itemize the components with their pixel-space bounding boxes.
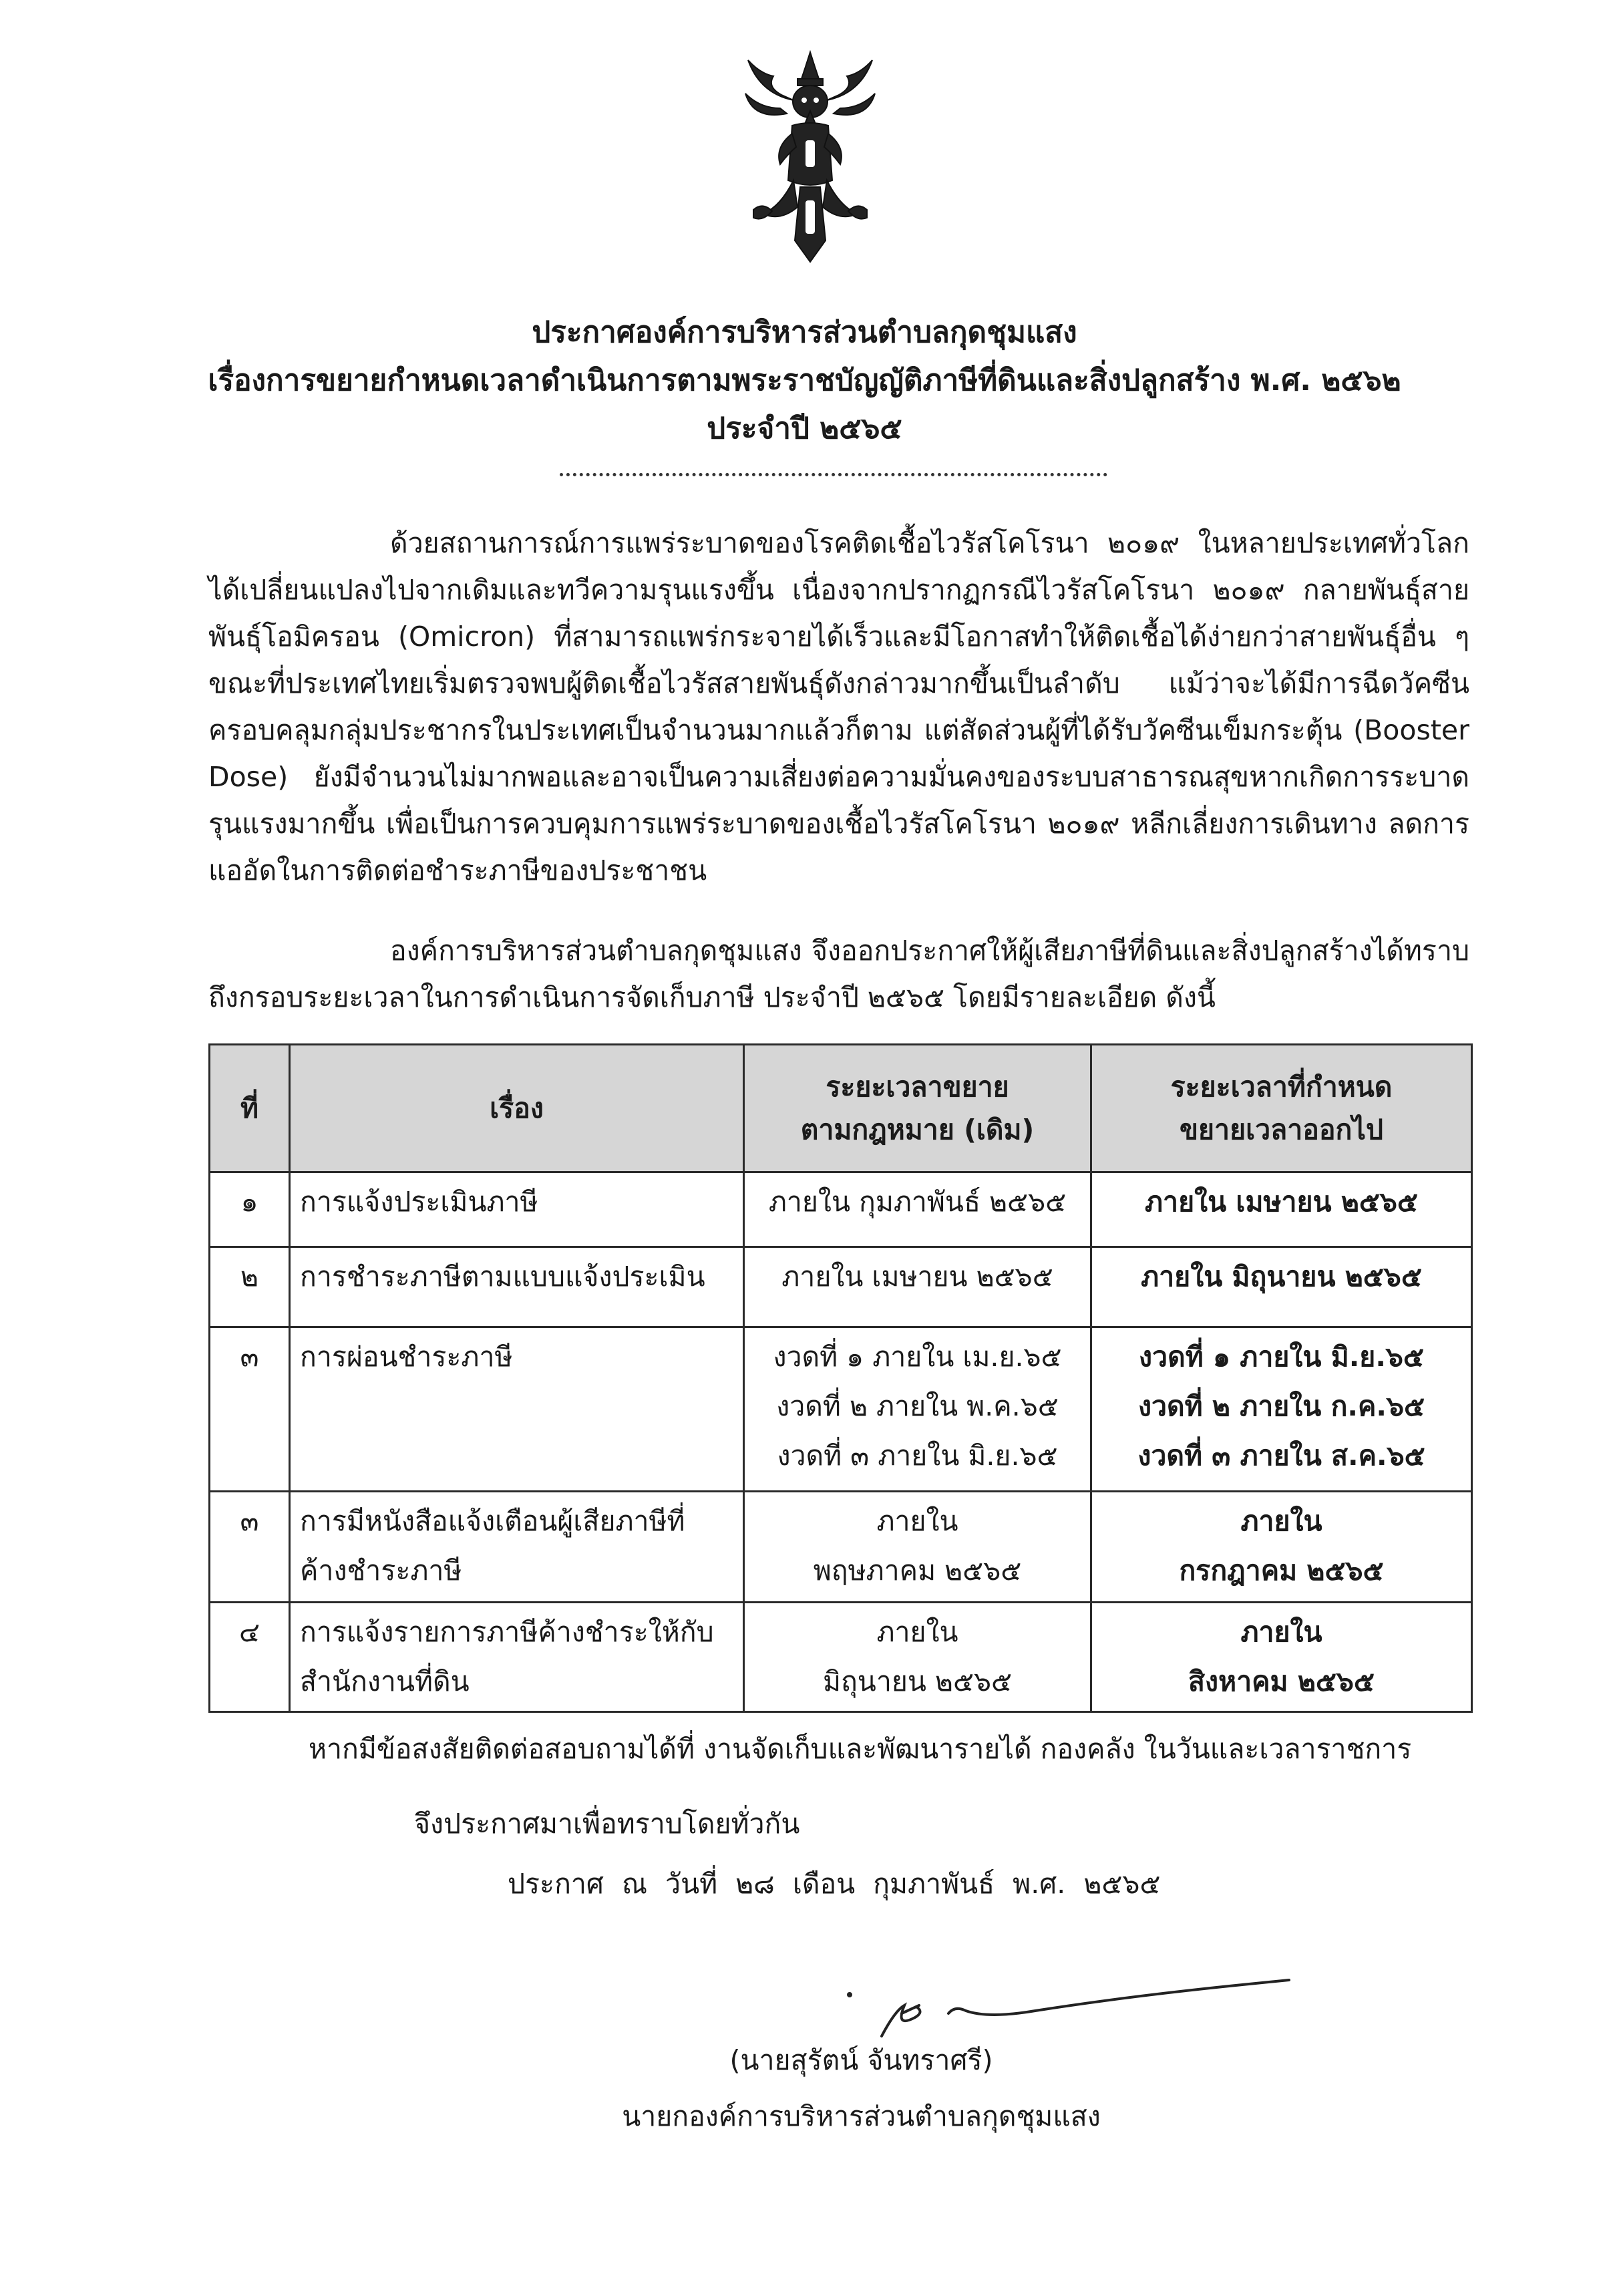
header-original — [744, 1045, 1091, 1172]
row-original-line: ภายใน — [876, 1616, 958, 1648]
row-no: ๑ — [210, 1172, 290, 1247]
signatory-position: นายกองค์การบริหารส่วนตำบลกุดชุมแสง — [622, 2100, 1101, 2132]
row-original-line: ภายใน — [876, 1505, 958, 1537]
row-subject-line: การมีหนังสือแจ้งเตือนผู้เสียภาษีที่ — [300, 1505, 685, 1537]
row-original-deadline — [744, 1172, 1091, 1247]
table-row — [210, 1492, 1472, 1603]
row-subject-line: ค้างชำระภาษี — [300, 1554, 462, 1587]
row-subject-line: การผ่อนชำระภาษี — [300, 1341, 513, 1373]
row-extended-line: งวดที่ ๒ ภายใน ก.ค.๖๕ — [1137, 1390, 1425, 1422]
row-original-deadline — [744, 1603, 1091, 1712]
row-subject-line: การชำระภาษีตามแบบแจ้งประเมิน — [300, 1261, 705, 1293]
row-subject — [290, 1603, 744, 1712]
row-extended-deadline — [1091, 1172, 1472, 1247]
row-original-deadline — [744, 1492, 1091, 1603]
table-row — [210, 1172, 1472, 1247]
header-original-line: ตามกฎหมาย (เดิม) — [800, 1114, 1035, 1146]
row-extended-line: ภายใน — [1240, 1616, 1322, 1648]
row-extended-deadline — [1091, 1327, 1472, 1492]
header-no: ที่ — [210, 1045, 290, 1172]
row-original-deadline — [744, 1247, 1091, 1327]
schedule-table — [208, 1043, 1473, 1713]
row-extended-deadline — [1091, 1603, 1472, 1712]
handwritten-signature — [835, 1964, 1316, 2044]
row-extended-line: สิงหาคม ๒๕๖๕ — [1188, 1665, 1375, 1697]
table-row — [210, 1247, 1472, 1327]
row-extended-line: กรกฎาคม ๒๕๖๕ — [1179, 1554, 1384, 1587]
row-subject-line: การแจ้งประเมินภาษี — [300, 1186, 538, 1218]
row-original-line: มิถุนายน ๒๕๖๕ — [822, 1665, 1013, 1697]
paragraph-background — [208, 520, 1469, 894]
row-original-line: ภายใน กุมภาพันธ์ ๒๕๖๕ — [768, 1186, 1067, 1218]
header-extended — [1091, 1045, 1472, 1172]
row-extended-deadline — [1091, 1492, 1472, 1603]
row-subject — [290, 1172, 744, 1247]
row-original-deadline — [744, 1327, 1091, 1492]
row-original-line: งวดที่ ๑ ภายใน เม.ย.๖๕ — [773, 1341, 1062, 1373]
row-subject — [290, 1327, 744, 1492]
garuda-emblem-icon — [740, 47, 880, 267]
title-line-organization: ประกาศองค์การบริหารส่วนตำบลกุดชุมแสง — [532, 315, 1077, 349]
paragraph-intro-text: องค์การบริหารส่วนตำบลกุดชุมแสง จึงออกประกาศให้ผู้เสียภาษีที่ดินและสิ่งปลูกสร้างได้ทราบถึงกรอบระยะเวลาในการดำเนินการจัดเก็บภาษี ประจำปี ๒๕๖๕ โดยมีรายละเอียด ดังนี้ — [208, 935, 1469, 1013]
row-subject — [290, 1247, 744, 1327]
announcement-date: ประกาศ ณ วันที่ ๒๘ เดือน กุมภาพันธ์ พ.ศ. ๒๕๖๕ — [508, 1868, 1161, 1900]
announce-statement: จึงประกาศมาเพื่อทราบโดยทั่วกัน — [414, 1808, 800, 1840]
header-extended-line: ขยายเวลาออกไป — [1180, 1114, 1383, 1146]
row-extended-deadline — [1091, 1247, 1472, 1327]
row-no: ๓ — [210, 1327, 290, 1492]
title-line-subject: เรื่องการขยายกำหนดเวลาดำเนินการตามพระราชบัญญัติภาษีที่ดินและสิ่งปลูกสร้าง พ.ศ. ๒๕๖๒ — [208, 363, 1401, 397]
table-header-row — [210, 1045, 1472, 1172]
header-subject: เรื่อง — [290, 1045, 744, 1172]
row-extended-line: งวดที่ ๑ ภายใน มิ.ย.๖๕ — [1139, 1341, 1424, 1373]
row-no: ๒ — [210, 1247, 290, 1327]
title-divider — [560, 473, 1107, 476]
row-no: ๔ — [210, 1603, 290, 1712]
paragraph-background-text: ด้วยสถานการณ์การแพร่ระบาดของโรคติดเชื้อไวรัสโคโรนา ๒๐๑๙ ในหลายประเทศทั่วโลก ได้เปลี่ยนแปลงไปจากเดิมและทวีความรุนแรงขึ้น เนื่องจากปรากฏกรณีไวรัสโคโรนา ๒๐๑๙ กลายพันธุ์สายพันธุ์โอมิครอน (Omicron) ที่สามารถแพร่กระจายได้เร็วและมีโอกาสทำให้ติดเชื้อได้ง่ายกว่าสายพันธุ์อื่น ๆ ขณะที่ประเทศไทยเริ่มตรวจพบผู้ติดเชื้อไวรัสสายพันธุ์ดังกล่าวมากขึ้นเป็นลำดับ แม้ว่าจะได้มีการฉีดวัคซีนครอบคลุมกลุ่มประชากรในประเทศเป็นจำนวนมากแล้วก็ตาม แต่สัดส่วนผู้ที่ได้รับวัคซีนเข็มกระตุ้น (Booster Dose) ยังมีจำนวนไม่มากพอและอาจเป็นความเสี่ยงต่อความมั่นคงของระบบสาธารณสุขหากเกิดการระบาดรุนแรงมากขึ้น เพื่อเป็นการควบคุมการแพร่ระบาดของเชื้อไวรัสโคโรนา ๒๐๑๙ หลีกเลี่ยงการเดินทาง ลดการแออัดในการติดต่อชำระภาษีของประชาชน — [208, 527, 1469, 886]
paragraph-intro — [208, 927, 1469, 1021]
row-original-line: พฤษภาคม ๒๕๖๕ — [813, 1554, 1022, 1587]
row-original-line: งวดที่ ๓ ภายใน มิ.ย.๖๕ — [777, 1440, 1058, 1472]
contact-note: หากมีข้อสงสัยติดต่อสอบถามได้ที่ งานจัดเก็บและพัฒนารายได้ กองคลัง ในวันและเวลาราชการ — [309, 1733, 1412, 1765]
row-subject-line: การแจ้งรายการภาษีค้างชำระให้กับ — [300, 1616, 714, 1648]
announcement-title — [0, 309, 1609, 453]
table-row — [210, 1327, 1472, 1492]
row-subject-line: สำนักงานที่ดิน — [300, 1665, 470, 1697]
header-extended-line: ระยะเวลาที่กำหนด — [1170, 1071, 1393, 1103]
row-subject — [290, 1492, 744, 1603]
row-original-line: งวดที่ ๒ ภายใน พ.ค.๖๕ — [776, 1390, 1059, 1422]
row-extended-line: ภายใน มิถุนายน ๒๕๖๕ — [1141, 1261, 1422, 1293]
title-line-year: ประจำปี ๒๕๖๕ — [707, 412, 902, 446]
header-original-line: ระยะเวลาขยาย — [826, 1071, 1009, 1103]
signatory-name: (นายสุรัตน์ จันทราศรี) — [729, 2044, 993, 2076]
row-original-line: ภายใน เมษายน ๒๕๖๕ — [781, 1261, 1053, 1293]
row-extended-line: ภายใน — [1240, 1505, 1322, 1537]
table-row — [210, 1603, 1472, 1712]
row-extended-line: ภายใน เมษายน ๒๕๖๕ — [1145, 1186, 1418, 1218]
row-extended-line: งวดที่ ๓ ภายใน ส.ค.๖๕ — [1137, 1440, 1425, 1472]
row-no: ๓ — [210, 1492, 290, 1603]
